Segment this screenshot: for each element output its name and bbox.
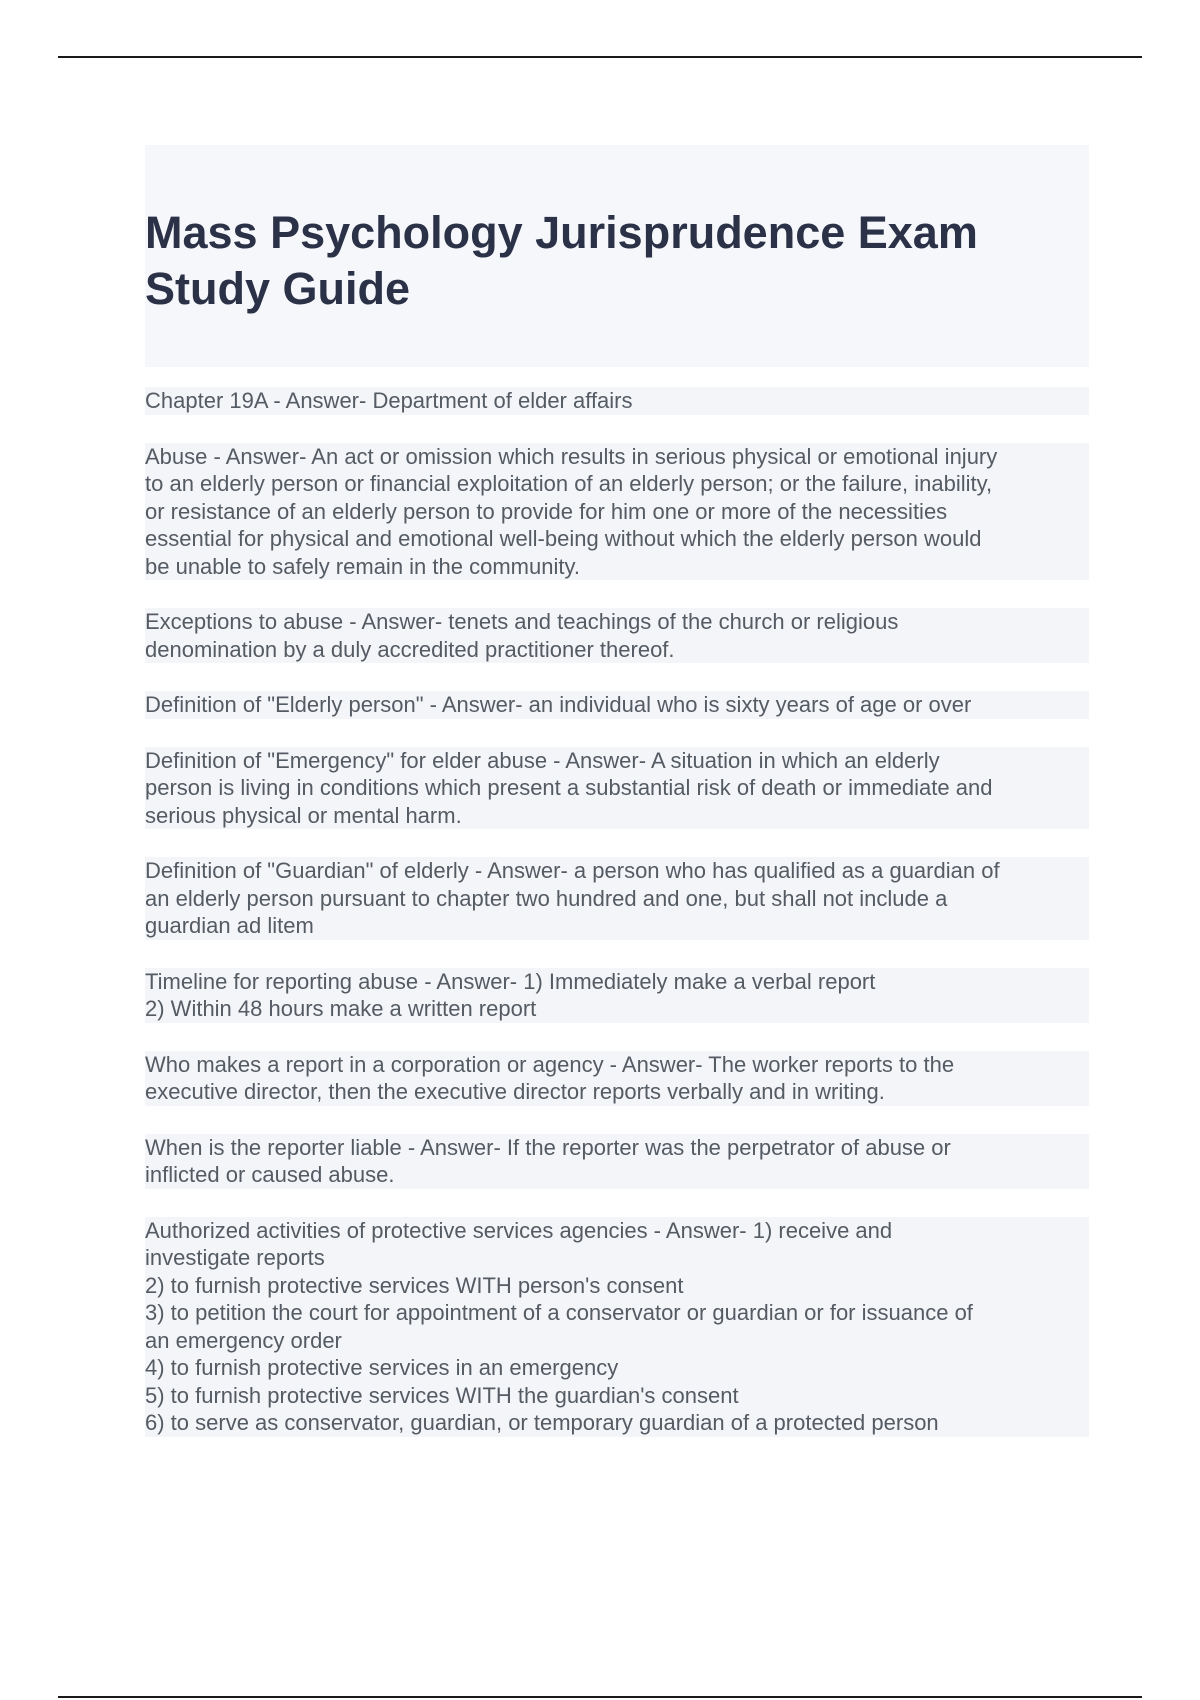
- entry-line: to an elderly person or financial exploitation of an elderly person; or the failure, inability,: [145, 471, 993, 496]
- entry-line: 4) to furnish protective services in an emergency: [145, 1355, 619, 1380]
- entry-line: Who makes a report in a corporation or agency - Answer- The worker reports to the: [145, 1051, 955, 1077]
- entry-chapter-19a: [145, 387, 1089, 415]
- entry-line: person is living in conditions which present a substantial risk of death or immediate and: [145, 775, 993, 800]
- entry-exceptions-to-abuse: [145, 608, 1089, 663]
- bottom-rule: [58, 1696, 1142, 1698]
- entry-line: 3) to petition the court for appointment of a conservator or guardian or for issuance of: [145, 1300, 973, 1325]
- entry-line: or resistance of an elderly person to provide for him one or more of the necessities: [145, 498, 948, 524]
- entry-line: Exceptions to abuse - Answer- tenets and teachings of the church or religious: [145, 609, 899, 634]
- entry-abuse: [145, 443, 1089, 581]
- entry-line: serious physical or mental harm.: [145, 802, 462, 828]
- entry-line: essential for physical and emotional well-being without which the elderly person would: [145, 526, 982, 551]
- entry-line: 2) to furnish protective services WITH person's consent: [145, 1272, 684, 1298]
- entry-line: investigate reports: [145, 1245, 325, 1270]
- entry-line: When is the reporter liable - Answer- If the reporter was the perpetrator of abuse or: [145, 1134, 951, 1160]
- entry-line: inflicted or caused abuse.: [145, 1162, 395, 1187]
- entry-line: Abuse - Answer- An act or omission which results in serious physical or emotional injury: [145, 443, 998, 469]
- entry-who-reports: [145, 1051, 1089, 1106]
- entry-line: an emergency order: [145, 1327, 342, 1353]
- document-body: [145, 145, 1089, 1465]
- study-entries: [145, 387, 1089, 1437]
- entry-reporting-timeline: [145, 968, 1089, 1023]
- entry-line: 2) Within 48 hours make a written report: [145, 996, 537, 1021]
- document-title: Mass Psychology Jurisprudence Exam Study Guide: [145, 207, 978, 314]
- entry-line: Definition of "Elderly person" - Answer- an individual who is sixty years of age or over: [145, 692, 972, 717]
- entry-line: guardian ad litem: [145, 913, 314, 938]
- entry-guardian: [145, 857, 1089, 940]
- entry-line: 5) to furnish protective services WITH the guardian's consent: [145, 1382, 739, 1408]
- entry-line: an elderly person pursuant to chapter two hundred and one, but shall not include a: [145, 885, 948, 911]
- entry-line: Definition of "Emergency" for elder abuse - Answer- A situation in which an elderly: [145, 747, 940, 773]
- entry-line: Authorized activities of protective services agencies - Answer- 1) receive and: [145, 1217, 893, 1243]
- entry-reporter-liable: [145, 1134, 1089, 1189]
- entry-emergency: [145, 747, 1089, 830]
- entry-line: 6) to serve as conservator, guardian, or temporary guardian of a protected person: [145, 1410, 939, 1435]
- entry-line: Definition of "Guardian" of elderly - Answer- a person who has qualified as a guardian of: [145, 858, 1000, 883]
- entry-line: executive director, then the executive director reports verbally and in writing.: [145, 1079, 885, 1104]
- entry-elderly-person: [145, 691, 1089, 719]
- title-banner: [145, 145, 1089, 367]
- entry-protective-services: [145, 1217, 1089, 1437]
- entry-line: denomination by a duly accredited practitioner thereof.: [145, 636, 675, 662]
- entry-line: be unable to safely remain in the community.: [145, 553, 580, 579]
- top-rule: [58, 56, 1142, 58]
- entry-line: Chapter 19A - Answer- Department of elder affairs: [145, 388, 633, 413]
- entry-line: Timeline for reporting abuse - Answer- 1) Immediately make a verbal report: [145, 968, 876, 994]
